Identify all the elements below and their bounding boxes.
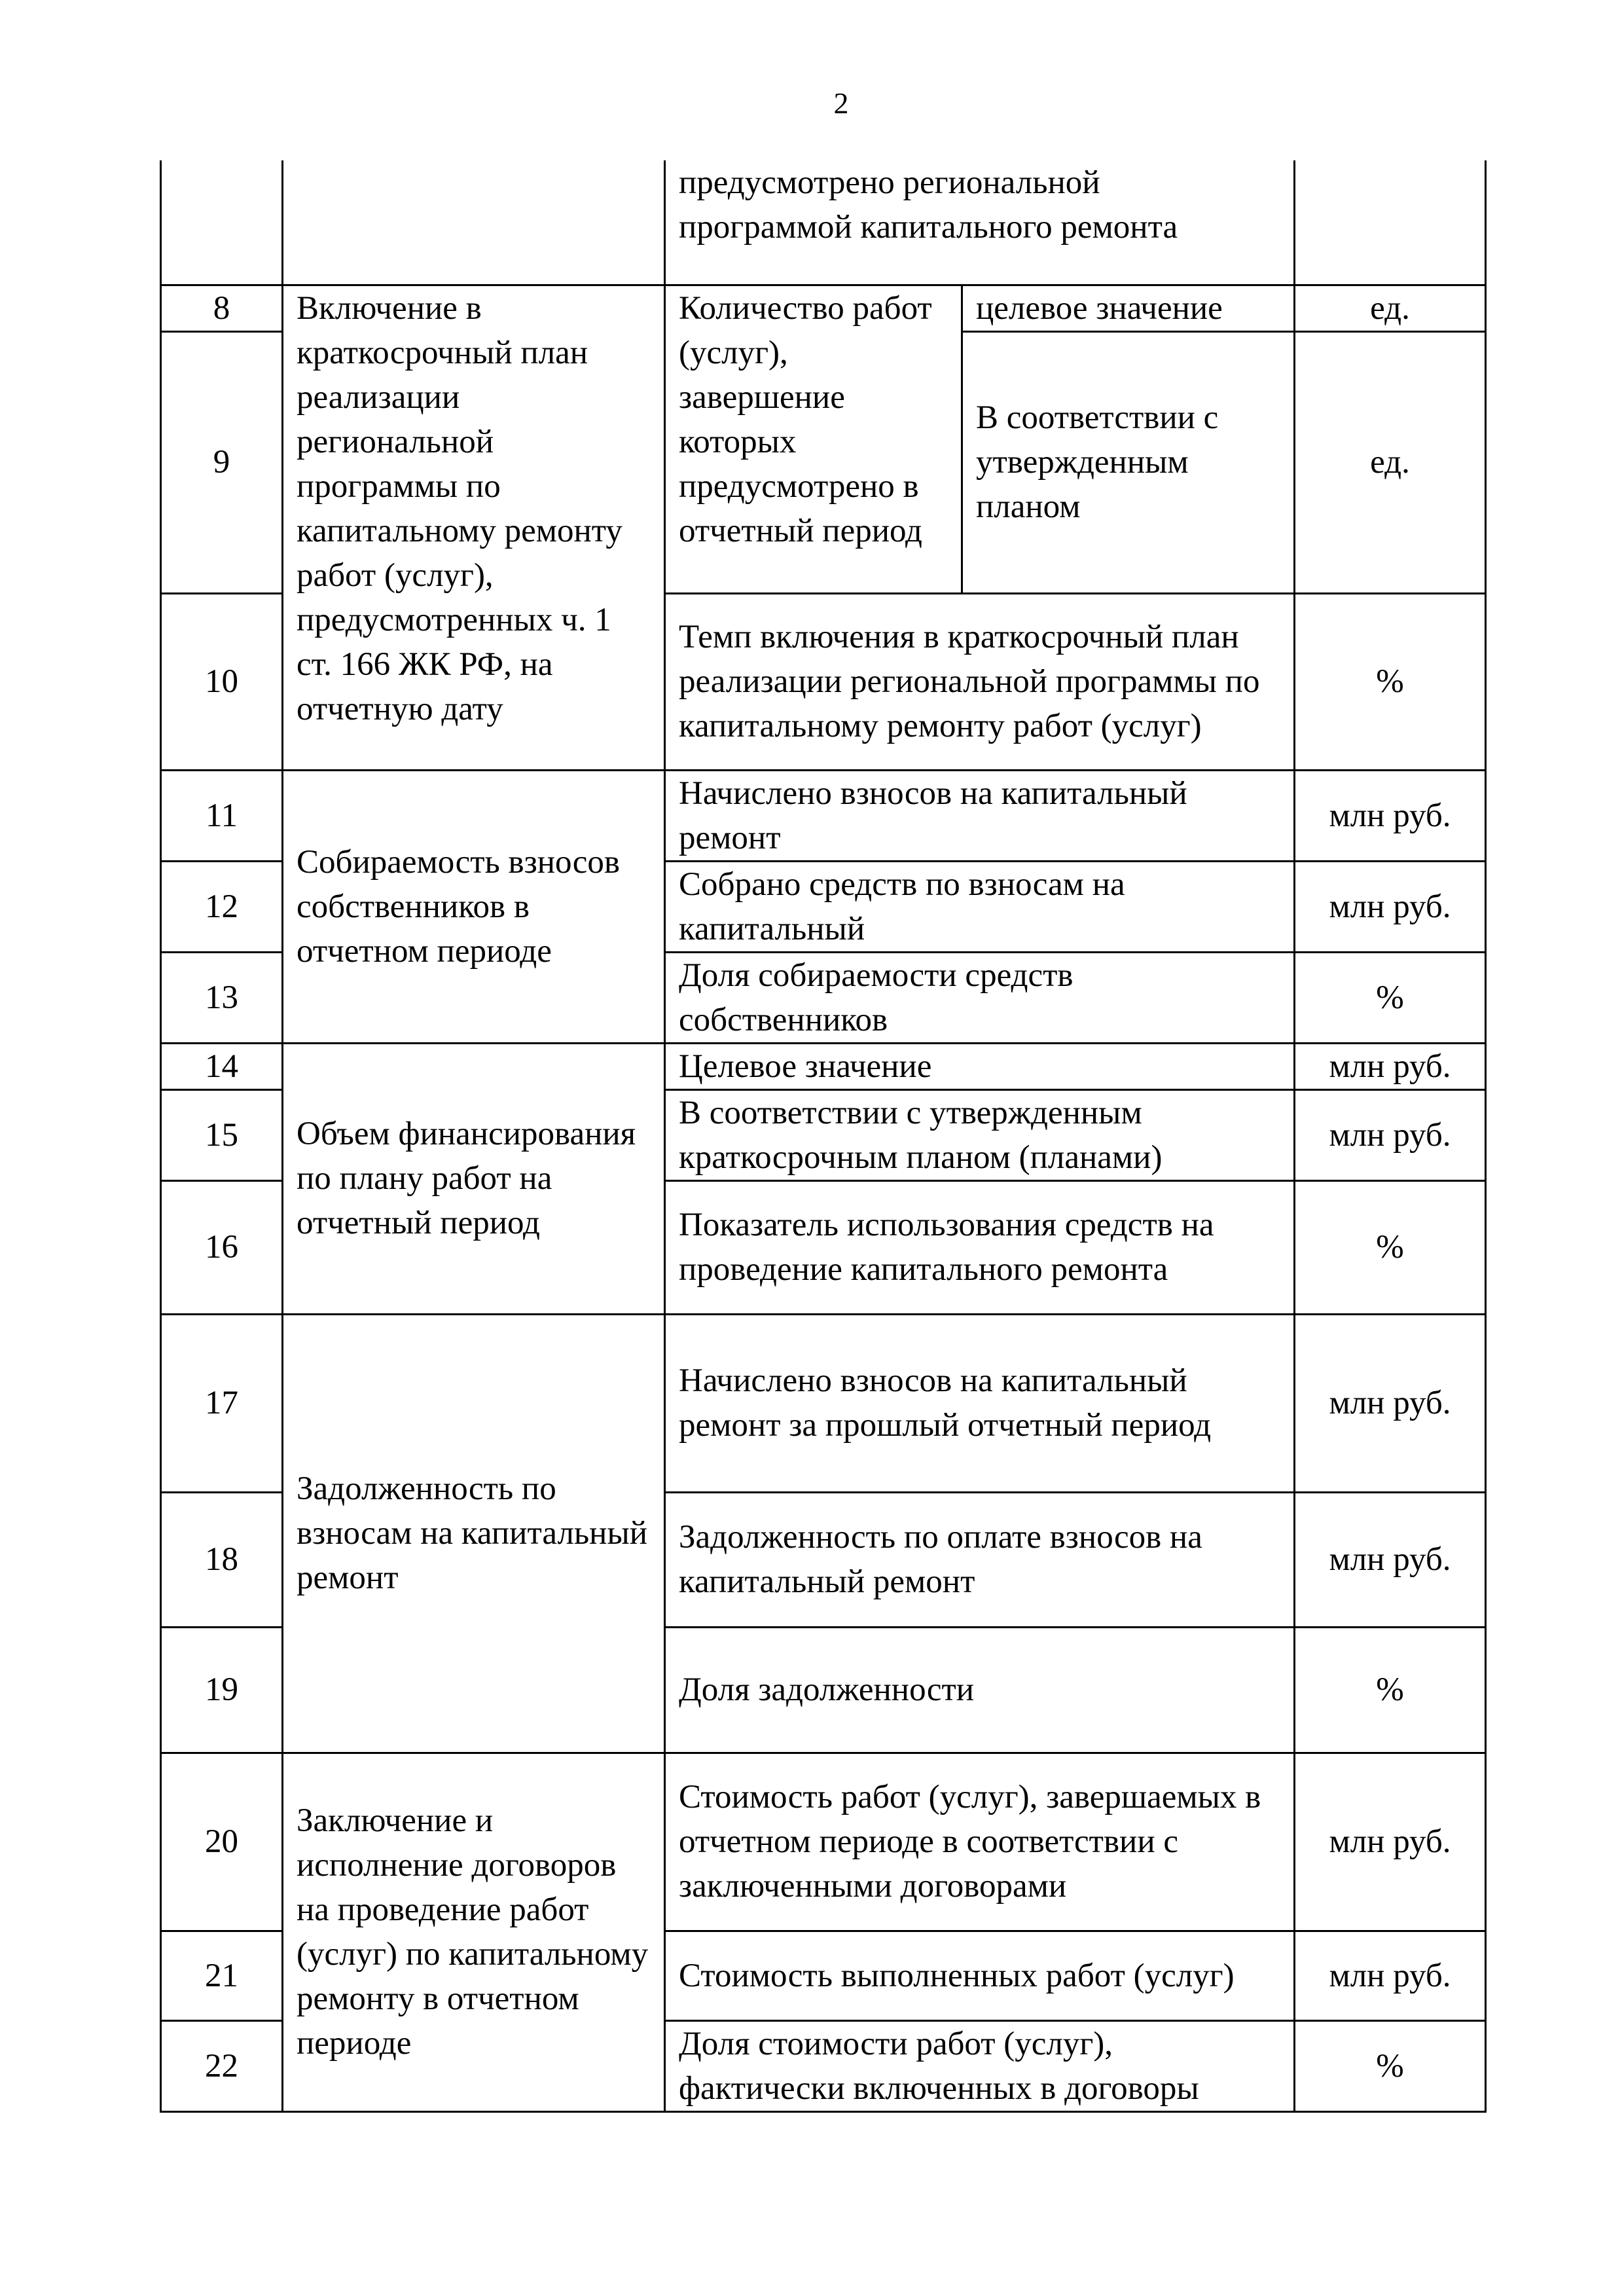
row-number-cell: 21 [161, 1931, 283, 2020]
group-label: Заключение и исполнение договоров на проведение работ (услуг) по капитальному ремонту в отчетном периоде [297, 1802, 649, 2062]
unit-cell: млн руб. [1295, 1043, 1486, 1089]
sub-indicator-cell: целевое значение [962, 285, 1295, 331]
table-row [161, 1314, 1486, 1492]
row-number-cell: 13 [161, 952, 283, 1043]
unit-cell: % [1295, 952, 1486, 1043]
table-row [161, 1043, 1486, 1089]
indicator-cell: Темп включения в краткосрочный план реализации региональной программы по капитальному ремонту работ (услуг) [665, 593, 1295, 770]
unit-cell: ед. [1295, 331, 1486, 593]
row-number-cell: 15 [161, 1089, 283, 1180]
row-number-cell: 22 [161, 2020, 283, 2111]
indicator-cell: Начислено взносов на капитальный ремонт [665, 770, 1295, 861]
group-cell [283, 1314, 665, 1753]
unit-cell: млн руб. [1295, 1931, 1486, 2020]
row-number-cell: 17 [161, 1314, 283, 1492]
unit-cell: % [1295, 1180, 1486, 1314]
table-row [161, 285, 1486, 331]
unit-cell: млн руб. [1295, 1492, 1486, 1627]
indicator-cell: Собрано средств по взносам на капитальный [665, 861, 1295, 952]
sub-indicator-cell: В соответствии с утвержденным планом [962, 331, 1295, 593]
row-number-cell: 16 [161, 1180, 283, 1314]
group-cell [283, 1043, 665, 1314]
continuation-text: предусмотрено региональной программой капитального ремонта [679, 164, 1178, 246]
indicator-cell: В соответствии с утвержденным краткосрочным планом (планами) [665, 1089, 1295, 1180]
unit-cell: % [1295, 1627, 1486, 1753]
indicator-cell: Целевое значение [665, 1043, 1295, 1089]
row-number-cell: 14 [161, 1043, 283, 1089]
indicator-cell: Стоимость работ (услуг), завершаемых в отчетном периоде в соответствии с заключенными договорами [665, 1753, 1295, 1931]
indicator-cell: Начислено взносов на капитальный ремонт за прошлый отчетный период [665, 1314, 1295, 1492]
indicators-table [160, 160, 1487, 2113]
row-number-cell: 8 [161, 285, 283, 331]
row-number-cell [161, 160, 283, 285]
unit-cell [1295, 160, 1486, 285]
row-number-cell: 12 [161, 861, 283, 952]
row-number-cell: 20 [161, 1753, 283, 1931]
group-cell [283, 160, 665, 285]
group-label: Собираемость взносов собственников в отчетном периоде [297, 843, 621, 970]
table-row-continuation [161, 160, 1486, 285]
unit-cell: млн руб. [1295, 1753, 1486, 1931]
indicator-cell [665, 160, 1295, 285]
indicator-cell: Доля задолженности [665, 1627, 1295, 1753]
indicator-label: Количество работ (услуг), завершение которых предусмотрено в отчетный период [679, 289, 932, 549]
indicator-cell: Доля стоимости работ (услуг), фактически включенных в договоры [665, 2020, 1295, 2111]
group-label: Задолженность по взносам на капитальный ремонт [297, 1470, 647, 1596]
indicator-cell: Доля собираемости средств собственников [665, 952, 1295, 1043]
unit-cell: млн руб. [1295, 861, 1486, 952]
table-row [161, 770, 1486, 861]
row-number-cell: 11 [161, 770, 283, 861]
indicator-cell: Стоимость выполненных работ (услуг) [665, 1931, 1295, 2020]
indicator-cell: Показатель использования средств на проведение капитального ремонта [665, 1180, 1295, 1314]
page-number: 2 [833, 86, 849, 120]
unit-cell: млн руб. [1295, 1089, 1486, 1180]
indicator-cell: Задолженность по оплате взносов на капитальный ремонт [665, 1492, 1295, 1627]
group-cell [283, 1753, 665, 2111]
row-number-cell: 18 [161, 1492, 283, 1627]
group-label: Объем финансирования по плану работ на отчетный период [297, 1116, 636, 1241]
unit-cell: ед. [1295, 285, 1486, 331]
unit-cell: млн руб. [1295, 770, 1486, 861]
table-row [161, 1753, 1486, 1931]
indicator-cell [665, 285, 962, 593]
group-cell [283, 770, 665, 1043]
row-number-cell: 19 [161, 1627, 283, 1753]
unit-cell: % [1295, 593, 1486, 770]
row-number-cell: 10 [161, 593, 283, 770]
row-number-cell: 9 [161, 331, 283, 593]
unit-cell: % [1295, 2020, 1486, 2111]
group-cell [283, 285, 665, 770]
group-label: Включение в краткосрочный план реализации региональной программы по капитальному ремонту работ (услуг), предусмотренных ч. 1 ст. 166 ЖК РФ, на отчетную дату [297, 289, 623, 727]
unit-cell: млн руб. [1295, 1314, 1486, 1492]
